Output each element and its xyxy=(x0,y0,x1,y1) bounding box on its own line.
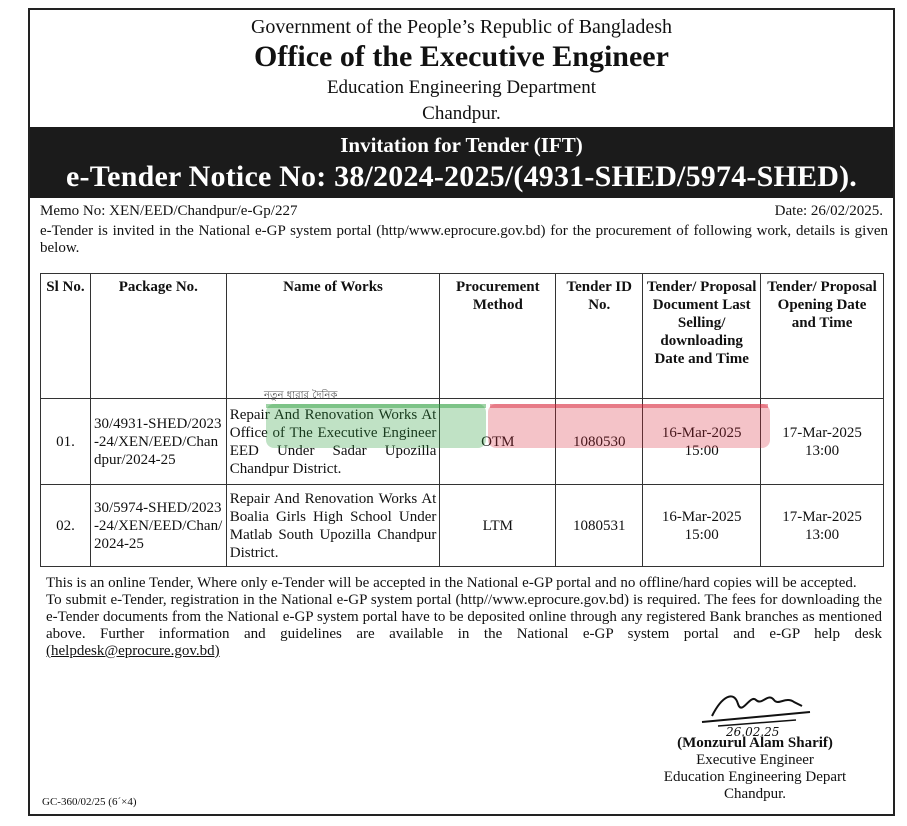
opening-date: 17-Mar-2025 xyxy=(782,508,862,525)
banner-title: Invitation for Tender (IFT) xyxy=(340,133,583,157)
row-method: LTM xyxy=(440,485,556,567)
row-opening xyxy=(761,485,884,567)
opening-date: 17-Mar-2025 xyxy=(782,424,862,441)
row-tender-id: 1080530 xyxy=(556,399,643,485)
signatory-department: Education Engineering Depart xyxy=(663,769,847,785)
online-tender-note: This is an online Tender, Where only e-Tender will be accepted in the National e-GP portal and no offline/hard copies will be accepted. xyxy=(46,575,857,591)
registration-note xyxy=(46,592,882,660)
selling-date: 16-Mar-2025 xyxy=(661,508,742,525)
tender-notice-page xyxy=(28,8,895,816)
header-tender-id: Tender ID No. xyxy=(556,274,643,399)
signatory-name: (Monzurul Alam Sharif) xyxy=(677,735,833,751)
tender-table xyxy=(40,273,884,567)
row-package: 30/5974-SHED/2023-24/XEN/EED/Chan/2024-25 xyxy=(90,485,226,567)
print-code: GC-360/02/25 (6´×4) xyxy=(42,796,137,808)
header-works: Name of Works xyxy=(226,274,440,399)
table-row xyxy=(41,399,884,485)
government-line: Government of the People’s Republic of Bangladesh xyxy=(250,16,672,38)
office-title: Office of the Executive Engineer xyxy=(254,40,669,73)
row-selling xyxy=(643,485,761,567)
header-package: Package No. xyxy=(90,274,226,399)
row-works: Repair And Renovation Works At Boalia Girls High School Under Matlab South Upozilla Chandpur District. xyxy=(226,485,440,567)
selling-time: 15:00 xyxy=(684,442,719,459)
row-sl: 02. xyxy=(41,485,91,567)
watermark-tagline: নতুন ধারার দৈনিক xyxy=(264,390,338,401)
header-selling: Tender/ Proposal Document Last Selling/ downloading Date and Time xyxy=(643,274,761,399)
signatory-city: Chandpur. xyxy=(723,786,787,802)
signatory-designation: Executive Engineer xyxy=(696,752,814,768)
row-selling xyxy=(643,399,761,485)
selling-date: 16-Mar-2025 xyxy=(661,424,742,441)
row-method: OTM xyxy=(440,399,556,485)
signature-block xyxy=(640,735,870,803)
memo-number: Memo No: XEN/EED/Chandpur/e-Gp/227 xyxy=(40,203,298,219)
opening-time: 13:00 xyxy=(804,526,840,543)
row-tender-id: 1080531 xyxy=(556,485,643,567)
row-opening xyxy=(761,399,884,485)
department-line: Education Engineering Department xyxy=(326,77,597,98)
header-method: Procurement Method xyxy=(440,274,556,399)
notice-number: e-Tender Notice No: 38/2024-2025/(4931-SHED/5974-SHED). xyxy=(66,160,857,193)
row-package: 30/4931-SHED/2023-24/XEN/EED/Chandpur/2024-25 xyxy=(90,399,226,485)
memo-date: Date: 26/02/2025. xyxy=(774,203,883,219)
signature-mark xyxy=(698,686,818,738)
header-opening: Tender/ Proposal Opening Date and Time xyxy=(761,274,884,399)
table-header-row xyxy=(41,274,884,399)
registration-text: To submit e-Tender, registration in the National e-GP system portal (http//www.eprocure.gov.bd) is required. The fees for downloading the e-Tender documents from the National e-GP system portal have to be deposited online through any registered Bank branches as mentioned above. Further information and guidelines are available in the National e-GP system portal and e-GP help desk xyxy=(46,592,882,642)
row-sl: 01. xyxy=(41,399,91,485)
row-works: Repair And Renovation Works At Office of The Executive Engineer EED Under Sadar Upozilla Chandpur District. xyxy=(226,399,440,485)
intro-paragraph: e-Tender is invited in the National e-GP system portal (http/www.eprocure.gov.bd) for the procurement of following work, details is given below. xyxy=(40,223,888,256)
signature-date: 26.02.25 xyxy=(726,725,780,738)
notice-banner xyxy=(30,127,893,198)
city-line: Chandpur. xyxy=(422,103,501,124)
table-row xyxy=(41,485,884,567)
selling-time: 15:00 xyxy=(684,526,719,543)
opening-time: 13:00 xyxy=(804,442,840,459)
helpdesk-link[interactable]: (helpdesk@eprocure.gov.bd) xyxy=(46,643,220,659)
footnote xyxy=(46,575,882,660)
header-sl: Sl No. xyxy=(41,274,91,399)
